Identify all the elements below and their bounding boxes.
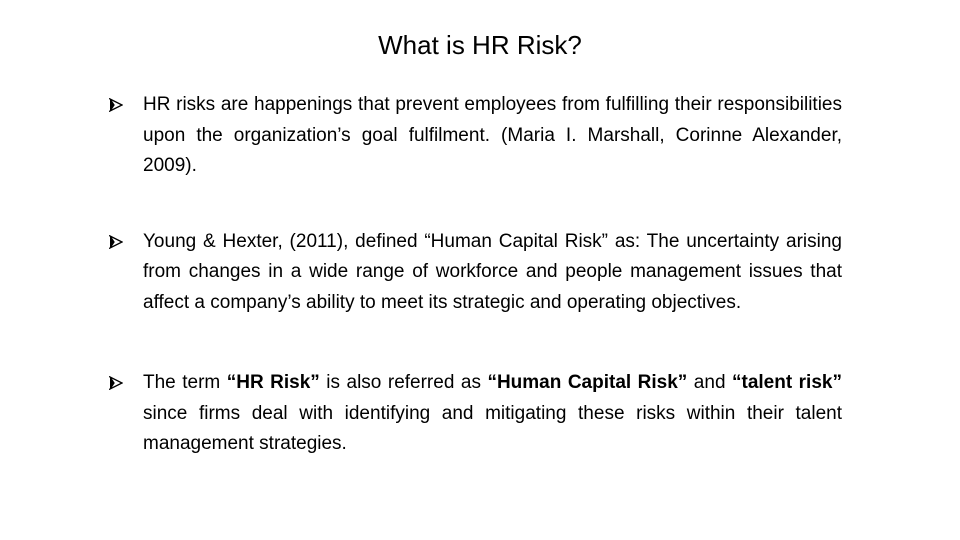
bullet-item (108, 227, 842, 319)
text-segment: The term (143, 372, 227, 393)
bold-term-hr-risk: “HR Risk” (226, 372, 320, 393)
bullet-text: Young & Hexter, (2011), defined “Human Capital Risk” as: The uncertainty arising from changes in a wide range of workforce and people management issues that affect a company’s ability to meet its strategic and operating objectives. (143, 230, 842, 313)
bullet-text: HR risks are happenings that prevent employees from fulfilling their responsibilities upon the organization’s goal fulfilment. (Maria I. Marshall, Corinne Alexander, 2009). (143, 94, 842, 176)
bullet-list (108, 90, 842, 460)
bullet-text (143, 372, 842, 454)
text-segment: is also referred as (319, 372, 488, 393)
arrowhead-bullet-icon (108, 227, 128, 257)
slide-title: What is HR Risk? (378, 30, 582, 60)
text-segment: since firms deal with identifying and mitigating these risks within their talent management strategies. (143, 402, 842, 454)
arrowhead-bullet-icon (108, 90, 128, 120)
bullet-item (108, 90, 842, 182)
bold-term-talent-risk: “talent risk” (732, 372, 842, 393)
bold-term-human-capital-risk: “Human Capital Risk” (487, 372, 688, 393)
arrowhead-bullet-icon (108, 368, 128, 398)
text-segment: and (687, 372, 732, 393)
bullet-item (108, 368, 842, 460)
